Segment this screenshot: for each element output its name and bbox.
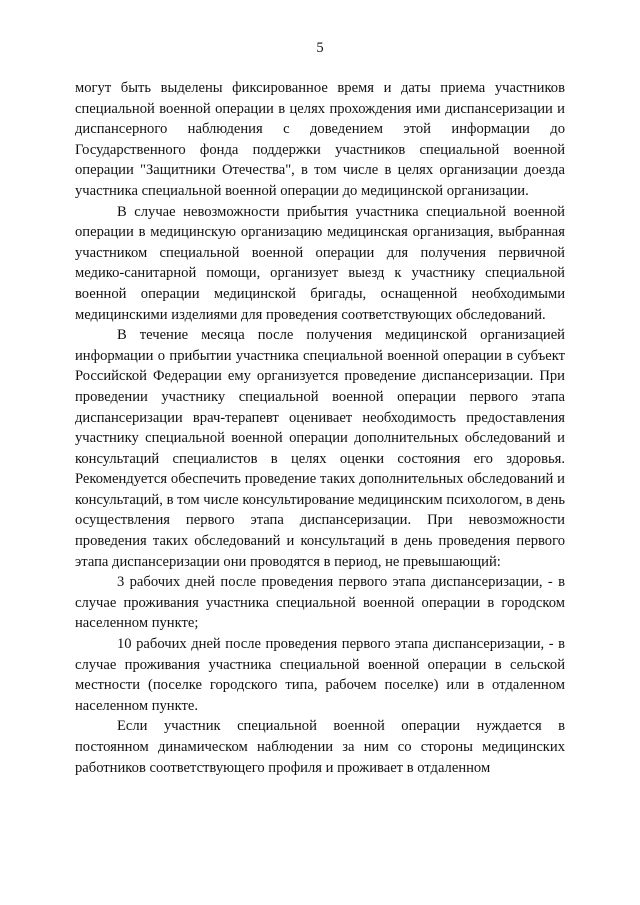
document-body (75, 78, 565, 778)
page-number: 5 (316, 40, 324, 56)
paragraph-continuous-observation: Если участник специальной военной операции нуждается в постоянном динамическом наблюдении за ним со стороны медицинских работников соответствующего профиля и проживает в отдаленном (75, 718, 565, 776)
paragraph-rural-deadline: 10 рабочих дней после проведения первого этапа диспансеризации, - в случае проживания участника специальной военной операции в сельской местности (поселке городского типа, рабочем поселке) или в отдаленном населенном пункте. (75, 636, 565, 714)
paragraph-urban-deadline: 3 рабочих дней после проведения первого этапа диспансеризации, - в случае проживания участника специальной военной операции в городском населенном пункте; (75, 574, 565, 632)
paragraph-dispensarization: В течение месяца после получения медицинской организацией информации о прибытии участника специальной военной операции в субъект Российской Федерации ему организуется проведение диспансеризации. При проведении участнику специальной военной операции первого этапа диспансеризации врач-терапевт оценивает необходимость предоставления участнику специальной военной операции дополнительных обследований и консультаций специалистов в целях оценки состояния его здоровья. Рекомендуется обеспечить проведение таких дополнительных обследований и консультаций, в том числе консультирование медицинским психологом, в день осуществления первого этапа диспансеризации. При невозможности проведения таких обследований и консультаций в день проведения первого этапа диспансеризации они проводятся в период, не превышающий: (75, 327, 565, 570)
paragraph-medical-team-visit: В случае невозможности прибытия участника специальной военной операции в медицинскую организацию медицинская организация, выбранная участником специальной военной операции для получения первичной медико-санитарной помощи, организует выезд к участнику специальной военной операции медицинской бригады, оснащенной необходимыми медицинскими изделиями для проведения соответствующих обследований. (75, 203, 565, 323)
paragraph-continuation: могут быть выделены фиксированное время и даты приема участников специальной военной операции в целях прохождения ими диспансеризации и диспансерного наблюдения с доведением этой информации до Государственного фонда поддержки участников специальной военной операции "Защитники Отечества", в том числе в целях организации доезда участника специальной военной операции до медицинской организации. (75, 80, 565, 199)
